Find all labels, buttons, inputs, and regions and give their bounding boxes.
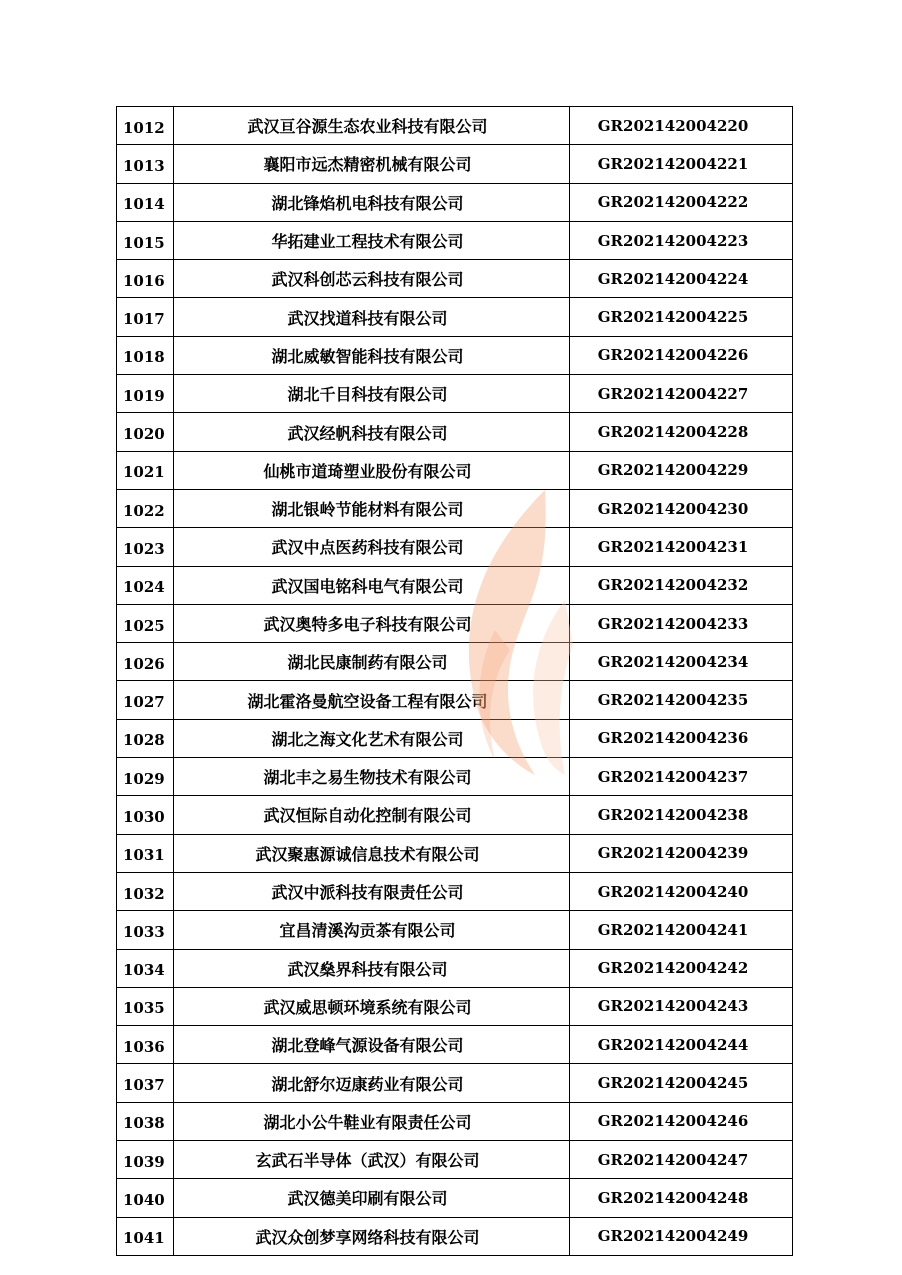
table-row — [117, 413, 793, 451]
company-name: 湖北之海文化艺术有限公司 — [174, 719, 570, 757]
table-row — [117, 566, 793, 604]
company-name: 武汉国电铭科电气有限公司 — [174, 566, 570, 604]
certificate-code: GR202142004224 — [570, 260, 793, 298]
certificate-code: GR202142004223 — [570, 221, 793, 259]
table-row — [117, 911, 793, 949]
certificate-code: GR202142004242 — [570, 949, 793, 987]
certificate-code: GR202142004221 — [570, 145, 793, 183]
row-number: 1036 — [117, 1026, 174, 1064]
company-name: 湖北银岭节能材料有限公司 — [174, 489, 570, 527]
row-number: 1033 — [117, 911, 174, 949]
certificate-code: GR202142004243 — [570, 987, 793, 1025]
certificate-code: GR202142004249 — [570, 1217, 793, 1255]
certificate-code: GR202142004237 — [570, 758, 793, 796]
table-row — [117, 681, 793, 719]
certificate-code: GR202142004226 — [570, 336, 793, 374]
certificate-code: GR202142004247 — [570, 1141, 793, 1179]
company-name: 武汉经帆科技有限公司 — [174, 413, 570, 451]
company-name: 湖北丰之易生物技术有限公司 — [174, 758, 570, 796]
certificate-code: GR202142004234 — [570, 643, 793, 681]
row-number: 1029 — [117, 758, 174, 796]
certificate-code: GR202142004225 — [570, 298, 793, 336]
table-row — [117, 145, 793, 183]
table-row — [117, 183, 793, 221]
row-number: 1021 — [117, 451, 174, 489]
company-name: 武汉恒际自动化控制有限公司 — [174, 796, 570, 834]
company-name: 湖北舒尔迈康药业有限公司 — [174, 1064, 570, 1102]
row-number: 1030 — [117, 796, 174, 834]
company-name: 武汉找道科技有限公司 — [174, 298, 570, 336]
certificate-code: GR202142004241 — [570, 911, 793, 949]
table-row — [117, 528, 793, 566]
row-number: 1039 — [117, 1141, 174, 1179]
table-row — [117, 719, 793, 757]
certificate-code: GR202142004236 — [570, 719, 793, 757]
table-row — [117, 221, 793, 259]
table-row — [117, 298, 793, 336]
certificate-code: GR202142004229 — [570, 451, 793, 489]
company-name: 襄阳市远杰精密机械有限公司 — [174, 145, 570, 183]
company-name: 华拓建业工程技术有限公司 — [174, 221, 570, 259]
company-name: 武汉中派科技有限责任公司 — [174, 872, 570, 910]
row-number: 1028 — [117, 719, 174, 757]
row-number: 1020 — [117, 413, 174, 451]
certificate-code: GR202142004248 — [570, 1179, 793, 1217]
row-number: 1015 — [117, 221, 174, 259]
row-number: 1019 — [117, 375, 174, 413]
table-row — [117, 451, 793, 489]
certificate-code: GR202142004240 — [570, 872, 793, 910]
company-name: 仙桃市道琦塑业股份有限公司 — [174, 451, 570, 489]
company-name: 湖北锋焰机电科技有限公司 — [174, 183, 570, 221]
certificate-code: GR202142004235 — [570, 681, 793, 719]
table-row — [117, 1064, 793, 1102]
table-row — [117, 987, 793, 1025]
certificate-code: GR202142004230 — [570, 489, 793, 527]
table-row — [117, 1141, 793, 1179]
company-name: 武汉众创梦享网络科技有限公司 — [174, 1217, 570, 1255]
table-row — [117, 260, 793, 298]
row-number: 1025 — [117, 604, 174, 642]
row-number: 1035 — [117, 987, 174, 1025]
row-number: 1027 — [117, 681, 174, 719]
company-name: 武汉科创芯云科技有限公司 — [174, 260, 570, 298]
company-name: 武汉奥特多电子科技有限公司 — [174, 604, 570, 642]
row-number: 1037 — [117, 1064, 174, 1102]
row-number: 1026 — [117, 643, 174, 681]
table-row — [117, 1102, 793, 1140]
row-number: 1034 — [117, 949, 174, 987]
row-number: 1032 — [117, 872, 174, 910]
row-number: 1024 — [117, 566, 174, 604]
certificate-code: GR202142004228 — [570, 413, 793, 451]
table-row — [117, 643, 793, 681]
certificate-code: GR202142004238 — [570, 796, 793, 834]
company-name: 宜昌清溪沟贡茶有限公司 — [174, 911, 570, 949]
table-row — [117, 758, 793, 796]
table-row — [117, 336, 793, 374]
company-name: 湖北千目科技有限公司 — [174, 375, 570, 413]
company-name: 武汉聚惠源诚信息技术有限公司 — [174, 834, 570, 872]
row-number: 1041 — [117, 1217, 174, 1255]
row-number: 1013 — [117, 145, 174, 183]
row-number: 1038 — [117, 1102, 174, 1140]
certificate-code: GR202142004245 — [570, 1064, 793, 1102]
certificate-code: GR202142004246 — [570, 1102, 793, 1140]
row-number: 1023 — [117, 528, 174, 566]
row-number: 1040 — [117, 1179, 174, 1217]
table-row — [117, 796, 793, 834]
certificate-code: GR202142004232 — [570, 566, 793, 604]
row-number: 1017 — [117, 298, 174, 336]
row-number: 1016 — [117, 260, 174, 298]
company-name: 武汉燊界科技有限公司 — [174, 949, 570, 987]
table-row — [117, 489, 793, 527]
row-number: 1014 — [117, 183, 174, 221]
certificate-table — [116, 106, 793, 1256]
company-name: 玄武石半导体（武汉）有限公司 — [174, 1141, 570, 1179]
certificate-code: GR202142004222 — [570, 183, 793, 221]
table-row — [117, 949, 793, 987]
company-name: 湖北霍洛曼航空设备工程有限公司 — [174, 681, 570, 719]
certificate-code: GR202142004220 — [570, 107, 793, 145]
table-row — [117, 1026, 793, 1064]
table-row — [117, 604, 793, 642]
table-row — [117, 834, 793, 872]
certificate-code: GR202142004227 — [570, 375, 793, 413]
company-name: 湖北小公牛鞋业有限责任公司 — [174, 1102, 570, 1140]
certificate-code: GR202142004231 — [570, 528, 793, 566]
certificate-code: GR202142004233 — [570, 604, 793, 642]
row-number: 1022 — [117, 489, 174, 527]
company-name: 武汉亘谷源生态农业科技有限公司 — [174, 107, 570, 145]
certificate-code: GR202142004244 — [570, 1026, 793, 1064]
row-number: 1012 — [117, 107, 174, 145]
table-row — [117, 872, 793, 910]
table-row — [117, 1217, 793, 1255]
company-name: 湖北民康制药有限公司 — [174, 643, 570, 681]
company-name: 湖北登峰气源设备有限公司 — [174, 1026, 570, 1064]
company-name: 湖北威敏智能科技有限公司 — [174, 336, 570, 374]
certificate-code: GR202142004239 — [570, 834, 793, 872]
company-name: 武汉中点医药科技有限公司 — [174, 528, 570, 566]
table-row — [117, 107, 793, 145]
company-name: 武汉威思顿环境系统有限公司 — [174, 987, 570, 1025]
table-row — [117, 375, 793, 413]
table-row — [117, 1179, 793, 1217]
row-number: 1031 — [117, 834, 174, 872]
company-name: 武汉德美印刷有限公司 — [174, 1179, 570, 1217]
row-number: 1018 — [117, 336, 174, 374]
